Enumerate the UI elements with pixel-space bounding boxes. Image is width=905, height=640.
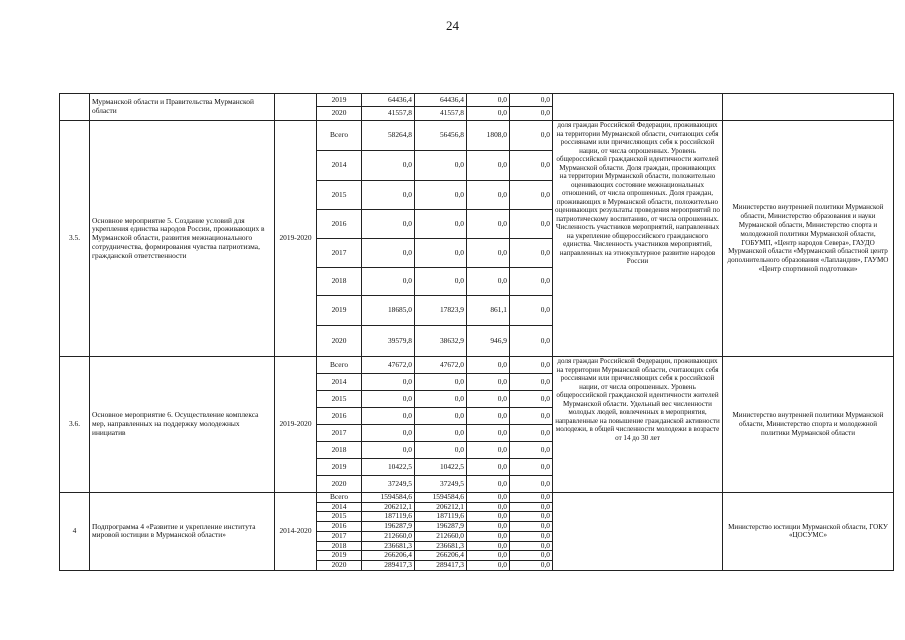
other-sources-cell: 0,0 bbox=[510, 442, 553, 459]
federal-budget-cell: 0,0 bbox=[467, 459, 510, 476]
total-cell: 187119,6 bbox=[362, 512, 415, 522]
year-cell: 2018 bbox=[317, 442, 362, 459]
regional-budget-cell: 187119,6 bbox=[415, 512, 467, 522]
other-sources-cell: 0,0 bbox=[510, 296, 553, 326]
regional-budget-cell: 266206,4 bbox=[415, 551, 467, 561]
federal-budget-cell: 0,0 bbox=[467, 151, 510, 181]
total-cell: 196287,9 bbox=[362, 522, 415, 532]
year-cell: 2017 bbox=[317, 425, 362, 442]
regional-budget-cell: 0,0 bbox=[415, 210, 467, 239]
federal-budget-cell: 0,0 bbox=[467, 551, 510, 561]
regional-budget-cell: 0,0 bbox=[415, 408, 467, 425]
federal-budget-cell: 0,0 bbox=[467, 357, 510, 374]
other-sources-cell: 0,0 bbox=[510, 268, 553, 296]
activity-name-cell: Основное мероприятие 5. Создание условий для укрепления единства народов России, проживающих в Мурманской области, развития межнационального сотрудничества, формирования чувства патриотизма, гражданской ответственности bbox=[90, 121, 275, 357]
regional-budget-cell: 41557,8 bbox=[415, 107, 467, 121]
other-sources-cell: 0,0 bbox=[510, 391, 553, 408]
row-number-cell: 3.5. bbox=[60, 121, 90, 357]
federal-budget-cell: 0,0 bbox=[467, 181, 510, 210]
year-cell: 2020 bbox=[317, 107, 362, 121]
total-cell: 0,0 bbox=[362, 391, 415, 408]
federal-budget-cell: 0,0 bbox=[467, 408, 510, 425]
federal-budget-cell: 0,0 bbox=[467, 425, 510, 442]
indicators-cell bbox=[553, 493, 723, 571]
period-cell: 2014-2020 bbox=[275, 493, 317, 571]
regional-budget-cell: 0,0 bbox=[415, 442, 467, 459]
total-cell: 41557,8 bbox=[362, 107, 415, 121]
regional-budget-cell: 212660,0 bbox=[415, 531, 467, 541]
table-row bbox=[60, 94, 894, 107]
year-cell: 2019 bbox=[317, 296, 362, 326]
regional-budget-cell: 0,0 bbox=[415, 268, 467, 296]
total-cell: 37249,5 bbox=[362, 476, 415, 493]
year-cell: 2020 bbox=[317, 476, 362, 493]
federal-budget-cell: 1808,0 bbox=[467, 121, 510, 151]
other-sources-cell: 0,0 bbox=[510, 210, 553, 239]
total-cell: 0,0 bbox=[362, 239, 415, 268]
other-sources-cell: 0,0 bbox=[510, 326, 553, 357]
other-sources-cell: 0,0 bbox=[510, 151, 553, 181]
year-cell: 2017 bbox=[317, 531, 362, 541]
other-sources-cell: 0,0 bbox=[510, 94, 553, 107]
year-cell: Всего bbox=[317, 121, 362, 151]
regional-budget-cell: 0,0 bbox=[415, 391, 467, 408]
regional-budget-cell: 196287,9 bbox=[415, 522, 467, 532]
other-sources-cell: 0,0 bbox=[510, 425, 553, 442]
regional-budget-cell: 56456,8 bbox=[415, 121, 467, 151]
total-cell: 58264,8 bbox=[362, 121, 415, 151]
other-sources-cell: 0,0 bbox=[510, 561, 553, 571]
other-sources-cell: 0,0 bbox=[510, 522, 553, 532]
federal-budget-cell: 946,9 bbox=[467, 326, 510, 357]
total-cell: 0,0 bbox=[362, 181, 415, 210]
year-cell: 2020 bbox=[317, 326, 362, 357]
other-sources-cell: 0,0 bbox=[510, 239, 553, 268]
federal-budget-cell: 0,0 bbox=[467, 531, 510, 541]
other-sources-cell: 0,0 bbox=[510, 551, 553, 561]
budget-table bbox=[59, 93, 894, 571]
year-cell: 2019 bbox=[317, 459, 362, 476]
year-cell: 2015 bbox=[317, 391, 362, 408]
federal-budget-cell: 0,0 bbox=[467, 512, 510, 522]
regional-budget-cell: 47672,0 bbox=[415, 357, 467, 374]
other-sources-cell: 0,0 bbox=[510, 408, 553, 425]
other-sources-cell: 0,0 bbox=[510, 531, 553, 541]
row-number-cell: 3.6. bbox=[60, 357, 90, 493]
federal-budget-cell: 0,0 bbox=[467, 239, 510, 268]
other-sources-cell: 0,0 bbox=[510, 374, 553, 391]
activity-name-cell: Подпрограмма 4 «Развитие и укрепление института мировой юстиции в Мурманской области» bbox=[90, 493, 275, 571]
year-cell: Всего bbox=[317, 357, 362, 374]
year-cell: 2020 bbox=[317, 561, 362, 571]
row-number-cell bbox=[60, 94, 90, 121]
total-cell: 0,0 bbox=[362, 210, 415, 239]
total-cell: 10422,5 bbox=[362, 459, 415, 476]
total-cell: 18685,0 bbox=[362, 296, 415, 326]
federal-budget-cell: 0,0 bbox=[467, 268, 510, 296]
total-cell: 0,0 bbox=[362, 374, 415, 391]
total-cell: 39579,8 bbox=[362, 326, 415, 357]
other-sources-cell: 0,0 bbox=[510, 541, 553, 551]
regional-budget-cell: 1594584,6 bbox=[415, 493, 467, 503]
regional-budget-cell: 289417,3 bbox=[415, 561, 467, 571]
year-cell: 2016 bbox=[317, 408, 362, 425]
regional-budget-cell: 206212,1 bbox=[415, 502, 467, 512]
total-cell: 206212,1 bbox=[362, 502, 415, 512]
period-cell: 2019-2020 bbox=[275, 357, 317, 493]
other-sources-cell: 0,0 bbox=[510, 121, 553, 151]
total-cell: 236681,3 bbox=[362, 541, 415, 551]
federal-budget-cell: 0,0 bbox=[467, 522, 510, 532]
federal-budget-cell: 0,0 bbox=[467, 94, 510, 107]
year-cell: 2019 bbox=[317, 94, 362, 107]
total-cell: 0,0 bbox=[362, 425, 415, 442]
year-cell: 2016 bbox=[317, 210, 362, 239]
other-sources-cell: 0,0 bbox=[510, 357, 553, 374]
year-cell: 2018 bbox=[317, 541, 362, 551]
regional-budget-cell: 0,0 bbox=[415, 181, 467, 210]
year-cell: 2015 bbox=[317, 512, 362, 522]
federal-budget-cell: 0,0 bbox=[467, 210, 510, 239]
regional-budget-cell: 38632,9 bbox=[415, 326, 467, 357]
year-cell: 2016 bbox=[317, 522, 362, 532]
federal-budget-cell: 0,0 bbox=[467, 476, 510, 493]
total-cell: 0,0 bbox=[362, 268, 415, 296]
total-cell: 1594584,6 bbox=[362, 493, 415, 503]
total-cell: 212660,0 bbox=[362, 531, 415, 541]
regional-budget-cell: 10422,5 bbox=[415, 459, 467, 476]
year-cell: Всего bbox=[317, 493, 362, 503]
activity-name-cell: Основное мероприятие 6. Осуществление комплекса мер, направленных на поддержку молодежных инициатив bbox=[90, 357, 275, 493]
total-cell: 64436,4 bbox=[362, 94, 415, 107]
other-sources-cell: 0,0 bbox=[510, 476, 553, 493]
other-sources-cell: 0,0 bbox=[510, 512, 553, 522]
total-cell: 289417,3 bbox=[362, 561, 415, 571]
regional-budget-cell: 0,0 bbox=[415, 151, 467, 181]
executors-cell: Министерство внутренней политики Мурманской области, Министерство образования и науки Мурманской области, Министерство спорта и молодежной политики Мурманской области, ГОБУМП, «Центр народов Севера», ГАУДО Мурманской области «Мурманский областной центр дополнительного образования «Лапландия», ГАУМО «Центр спортивной подготовки» bbox=[723, 121, 894, 357]
year-cell: 2014 bbox=[317, 374, 362, 391]
regional-budget-cell: 236681,3 bbox=[415, 541, 467, 551]
executors-cell: Министерство юстиции Мурманской области, ГОКУ «ЦОСУМС» bbox=[723, 493, 894, 571]
year-cell: 2014 bbox=[317, 151, 362, 181]
federal-budget-cell: 0,0 bbox=[467, 374, 510, 391]
year-cell: 2015 bbox=[317, 181, 362, 210]
total-cell: 47672,0 bbox=[362, 357, 415, 374]
federal-budget-cell: 0,0 bbox=[467, 442, 510, 459]
other-sources-cell: 0,0 bbox=[510, 502, 553, 512]
federal-budget-cell: 861,1 bbox=[467, 296, 510, 326]
indicators-cell bbox=[553, 94, 723, 121]
page-number: 24 bbox=[446, 18, 459, 33]
executors-cell: Министерство внутренней политики Мурманской области, Министерство спорта и молодежной политики Мурманской области bbox=[723, 357, 894, 493]
regional-budget-cell: 0,0 bbox=[415, 425, 467, 442]
federal-budget-cell: 0,0 bbox=[467, 561, 510, 571]
table-row bbox=[60, 493, 894, 503]
indicators-cell: доля граждан Российской Федерации, проживающих на территории Мурманской области, считающих себя россиянами или причисляющих себя к российской нации, от числа опрошенных. Уровень общероссийской гражданской идентичности жителей Мурманской области. Доля граждан, проживающих на территории Мурманской области, положительно оценивающих состояние межнациональных отношений, от числа опрошенных. Доля граждан, проживающих в Мурманской области, положительно оценивающих результаты проведения мероприятий по патриотическому воспитанию, от числа опрошенных. Численность участников мероприятий, направленных на укрепление общероссийского гражданского единства. Численность участников мероприятий, направленных на этнокультурное развитие народов России bbox=[553, 121, 723, 357]
row-number-cell: 4 bbox=[60, 493, 90, 571]
federal-budget-cell: 0,0 bbox=[467, 541, 510, 551]
table-row bbox=[60, 121, 894, 151]
period-cell: 2019-2020 bbox=[275, 121, 317, 357]
year-cell: 2018 bbox=[317, 268, 362, 296]
regional-budget-cell: 0,0 bbox=[415, 239, 467, 268]
regional-budget-cell: 0,0 bbox=[415, 374, 467, 391]
other-sources-cell: 0,0 bbox=[510, 181, 553, 210]
other-sources-cell: 0,0 bbox=[510, 459, 553, 476]
period-cell bbox=[275, 94, 317, 121]
regional-budget-cell: 64436,4 bbox=[415, 94, 467, 107]
table-row bbox=[60, 357, 894, 374]
year-cell: 2019 bbox=[317, 551, 362, 561]
federal-budget-cell: 0,0 bbox=[467, 493, 510, 503]
total-cell: 0,0 bbox=[362, 408, 415, 425]
executors-cell bbox=[723, 94, 894, 121]
year-cell: 2014 bbox=[317, 502, 362, 512]
other-sources-cell: 0,0 bbox=[510, 493, 553, 503]
total-cell: 0,0 bbox=[362, 442, 415, 459]
regional-budget-cell: 17823,9 bbox=[415, 296, 467, 326]
total-cell: 266206,4 bbox=[362, 551, 415, 561]
year-cell: 2017 bbox=[317, 239, 362, 268]
other-sources-cell: 0,0 bbox=[510, 107, 553, 121]
federal-budget-cell: 0,0 bbox=[467, 391, 510, 408]
indicators-cell: доля граждан Российской Федерации, проживающих на территории Мурманской области, считающих себя россиянами или причисляющих себя к российской нации, от числа опрошенных. Уровень общероссийской гражданской идентичности жителей Мурманской области. Удельный вес численности молодых людей, вовлеченных в мероприятия, направленные на повышение гражданской активности молодежи, в общей численности молодежи в возрасте от 14 до 30 лет bbox=[553, 357, 723, 493]
total-cell: 0,0 bbox=[362, 151, 415, 181]
regional-budget-cell: 37249,5 bbox=[415, 476, 467, 493]
federal-budget-cell: 0,0 bbox=[467, 502, 510, 512]
federal-budget-cell: 0,0 bbox=[467, 107, 510, 121]
activity-name-cell: Мурманской области и Правительства Мурманской области bbox=[90, 94, 275, 121]
